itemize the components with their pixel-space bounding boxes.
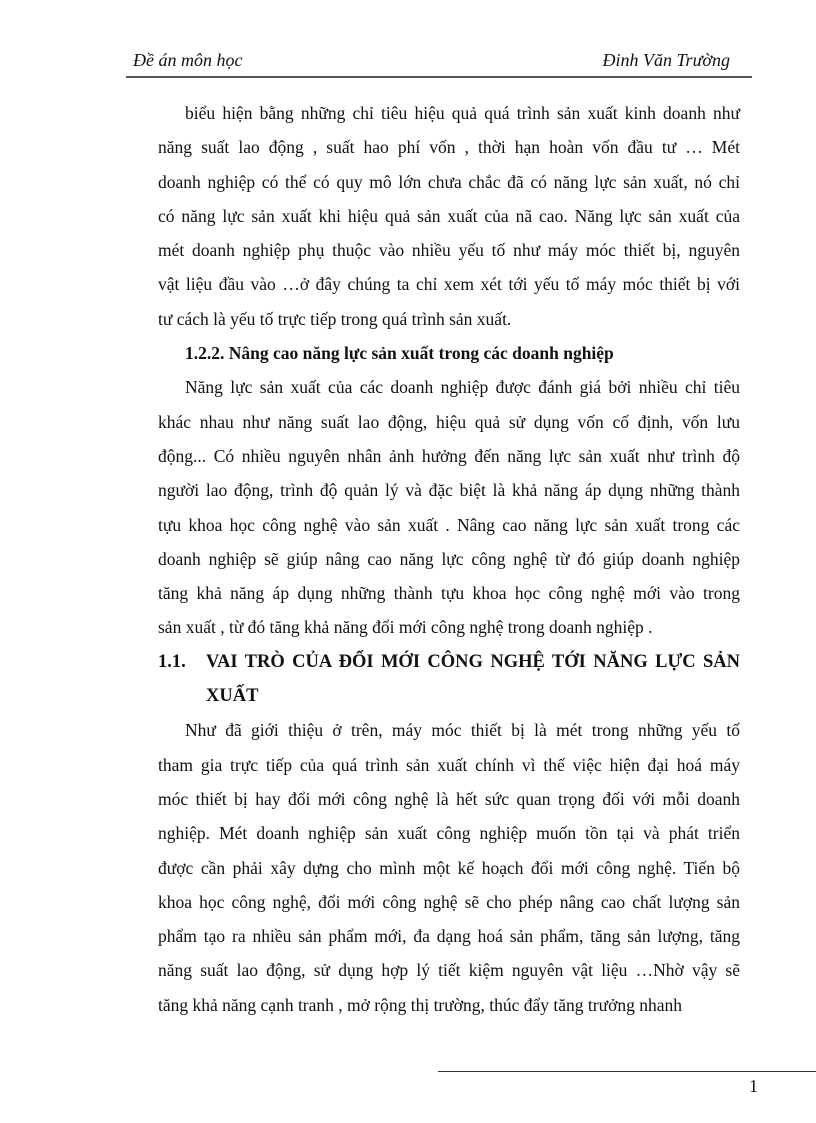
text-line: năng suất lao động, sử dụng hợp lý tiết kiệm nguyên vật liệu …Nhờ vậy sẽ	[158, 960, 740, 981]
text-line: tăng khả năng áp dụng những thành tựu khoa học công nghệ mới vào trong	[158, 583, 740, 604]
heading-text: VAI TRÒ CỦA ĐỔI MỚI CÔNG NGHỆ TỚI NĂNG LỰC SẢN	[206, 651, 740, 672]
paragraph-2	[158, 370, 740, 644]
text-line: Năng lực sản xuất của các doanh nghiệp được đánh giá bởi nhiều chỉ tiêu	[185, 377, 740, 398]
text-line: mét doanh nghiệp phụ thuộc vào nhiều yếu tố như máy móc thiết bị, nguyên	[158, 240, 740, 261]
text-line: vật liệu đầu vào …ở đây chúng ta chỉ xem xét tới yếu tố máy móc thiết bị với	[158, 274, 740, 295]
page-number: 1	[749, 1076, 758, 1096]
header-divider	[126, 76, 752, 78]
text-line: móc thiết bị hay đổi mới công nghệ là hết sức quan trọng đối với mỗi doanh	[158, 788, 740, 809]
text-line: Như đã giới thiệu ở trên, máy móc thiết bị là mét trong những yếu tố	[185, 720, 740, 741]
paragraph-1	[158, 96, 740, 336]
text-line: tăng khả năng cạnh tranh , mở rộng thị trường, thúc đẩy tăng trưởng nhanh	[158, 994, 682, 1015]
text-line: người lao động, trình độ quản lý và đặc biệt là khả năng áp dụng những thành	[158, 480, 740, 501]
heading-number: 1.1.	[158, 651, 186, 672]
section-heading-1-1	[158, 645, 740, 679]
text-line: được cần phải xây dựng cho mình một kế hoạch đổi mới công nghệ. Tiến bộ	[158, 857, 740, 878]
text-line: biểu hiện bằng những chỉ tiêu hiệu quả quá trình sản xuất kinh doanh như	[185, 103, 740, 123]
text-line: khoa học công nghệ, đổi mới công nghệ sẽ cho phép nâng cao chất lượng sản	[158, 891, 740, 912]
text-line: có năng lực sản xuất khi hiệu quả sản xuất của nã cao. Năng lực sản xuất của	[158, 205, 740, 226]
paragraph-3	[158, 713, 740, 1022]
section-heading-1-2-2: 1.2.2. Nâng cao năng lực sản xuất trong các doanh nghiệp	[185, 343, 614, 364]
text-line: sản xuất , từ đó tăng khả năng đổi mới công nghệ trong doanh nghiệp .	[158, 617, 653, 638]
header-left-title: Đề án môn học	[133, 50, 243, 70]
text-line: động... Có nhiều nguyên nhân ảnh hưởng đến năng lực sản xuất như trình độ	[158, 445, 740, 466]
header-author: Đinh Văn Trường	[602, 50, 730, 70]
text-line: nghiệp. Mét doanh nghiệp sản xuất công nghiệp muốn tồn tại và phát triển	[158, 823, 740, 844]
text-line: tư cách là yếu tố trực tiếp trong quá trình sản xuất.	[158, 308, 512, 329]
text-line: phẩm tạo ra nhiều sản phẩm mới, đa dạng hoá sản phẩm, tăng sản lượng, tăng	[158, 926, 740, 947]
text-line: tựu khoa học công nghệ vào sản xuất . Nâng cao năng lực sản xuất trong các	[158, 514, 740, 535]
footer-divider	[438, 1071, 816, 1072]
text-line: năng suất lao động , suất hao phí vốn , thời hạn hoàn vốn đầu tư … Mét	[158, 137, 740, 158]
text-line: doanh nghiệp sẽ giúp nâng cao năng lực công nghệ từ đó giúp doanh nghiệp	[158, 548, 740, 569]
page-body	[158, 96, 740, 1022]
heading-continuation: XUẤT	[206, 686, 259, 707]
text-line: doanh nghiệp có thể có quy mô lớn chưa chắc đã có năng lực sản xuất, nó chỉ	[158, 171, 740, 192]
text-line: khác nhau như năng suất lao động, hiệu quả sử dụng vốn cố định, vốn lưu	[158, 411, 740, 432]
text-line: tham gia trực tiếp của quá trình sản xuất chính vì thế việc hiện đại hoá máy	[158, 754, 740, 775]
